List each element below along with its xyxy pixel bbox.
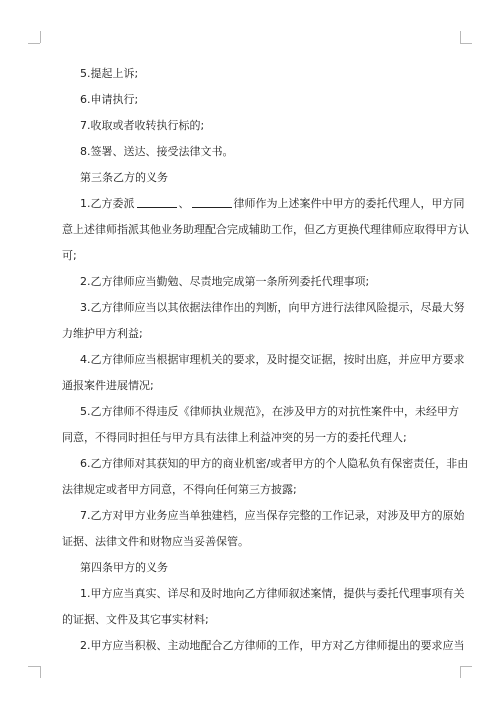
blank-field[interactable]	[192, 196, 232, 208]
clause-line	[62, 196, 465, 212]
list-item: 5.提起上诉;	[80, 67, 139, 80]
crop-mark-top-left-h	[28, 43, 40, 44]
clause-line: 法律规定或者甲方同意，不得向任何第三方披露;	[62, 483, 297, 496]
clause-line: 力维护甲方利益;	[62, 327, 143, 340]
section-3-clause-4	[62, 352, 465, 394]
section-4-clause-2	[62, 638, 465, 654]
crop-mark-bottom-right-v	[460, 666, 461, 678]
clause-line: 的证据、文件及其它事实材料;	[62, 613, 209, 626]
section-3-clause-6	[62, 456, 469, 498]
crop-mark-top-left-v	[40, 31, 41, 43]
clause-line: 7.乙方对甲方业务应当单独建档，应当保存完整的工作记录，对涉及甲方的原始	[80, 509, 465, 522]
blank-field[interactable]	[137, 196, 177, 208]
section-3-clause-3	[62, 300, 465, 342]
clause-line: 6.乙方律师对其获知的甲方的商业机密/或者甲方的个人隐私负有保密责任，非由	[80, 457, 469, 470]
clause-text: 律师作为上述案件中甲方的委托代理人，甲方同	[233, 197, 465, 210]
section-4-title: 第四条甲方的义务	[80, 561, 168, 574]
clause-line: 2.甲方应当积极、主动地配合乙方律师的工作，甲方对乙方律师提出的要求应当	[80, 639, 465, 652]
crop-mark-top-right-v	[460, 31, 461, 43]
section-3-clause-1	[62, 196, 469, 264]
section-3-title: 第三条乙方的义务	[80, 171, 168, 184]
clause-line: 意上述律师指派其他业务助理配合完成辅助工作，但乙方更换代理律师应取得甲方认	[62, 223, 469, 236]
clause-line: 同意，不得同时担任与甲方具有法律上利益冲突的另一方的委托代理人;	[62, 431, 407, 444]
clause-line: 1.甲方应当真实、详尽和及时地向乙方律师叙述案情，提供与委托代理事项有关	[80, 587, 465, 600]
list-item: 8.签署、送达、接受法律文书。	[80, 145, 234, 158]
section-4-clause-1	[62, 586, 465, 628]
section-3-clause-2: 2.乙方律师应当勤勉、尽责地完成第一条所列委托代理事项;	[80, 275, 370, 288]
clause-line: 通报案件进展情况;	[62, 379, 154, 392]
clause-line: 5.乙方律师不得违反《律师执业规范》，在涉及甲方的对抗性案件中，未经甲方	[80, 405, 459, 418]
separator: 、	[178, 197, 190, 210]
document-body	[62, 66, 469, 654]
crop-mark-bottom-left-h	[28, 666, 40, 667]
clause-line: 3.乙方律师应当以其依据法律作出的判断，向甲方进行法律风险提示，尽最大努	[80, 301, 465, 314]
list-item: 7.收取或者收转执行标的;	[80, 119, 205, 132]
clause-text: 1.乙方委派	[80, 197, 135, 210]
crop-mark-bottom-left-v	[40, 666, 41, 678]
clause-line: 4.乙方律师应当根据审理机关的要求，及时提交证据，按时出庭，并应甲方要求	[80, 353, 465, 366]
clause-line: 证据、法律文件和财物应当妥善保管。	[62, 535, 249, 548]
list-item: 6.申请执行;	[80, 93, 139, 106]
section-3-clause-7	[62, 508, 465, 550]
crop-mark-bottom-right-h	[460, 666, 472, 667]
crop-mark-top-right-h	[460, 43, 472, 44]
section-3-clause-5	[62, 404, 459, 446]
clause-line: 可;	[62, 249, 77, 262]
